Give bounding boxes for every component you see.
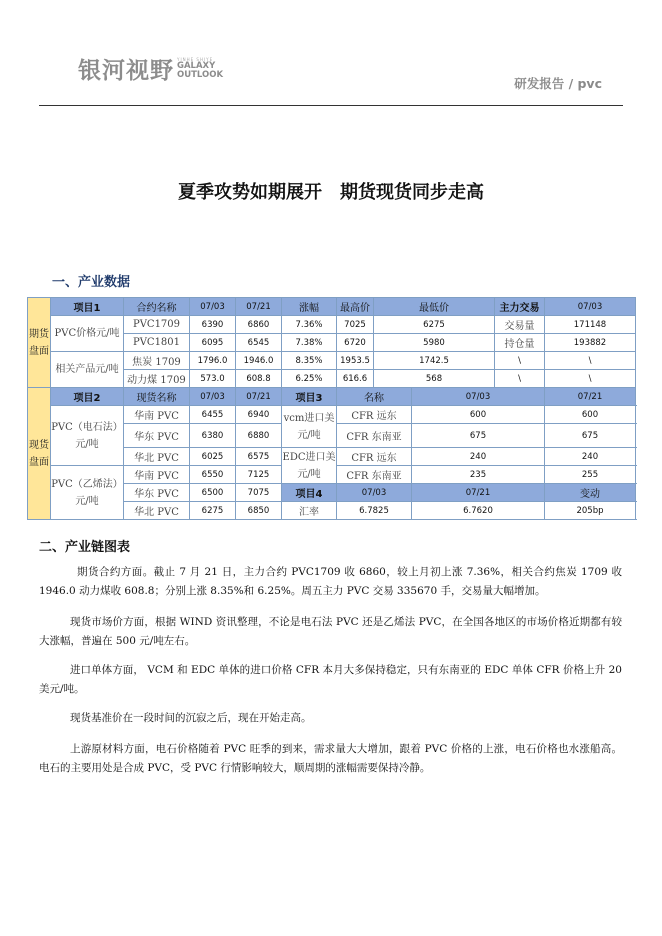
fx-change: 205bp — [545, 502, 636, 520]
spot-name: 华北 PVC — [124, 448, 190, 466]
value-cell: 600 — [412, 406, 545, 424]
value-cell: 6500 — [190, 484, 236, 502]
value-cell: 6025 — [190, 448, 236, 466]
high-cell: 616.6 — [337, 370, 374, 388]
value-cell: 6275 — [190, 502, 236, 520]
col-header: 最低价 — [374, 298, 495, 316]
pvc-ethylene-label: PVC（乙烯法）元/吨 — [51, 466, 124, 520]
col-header: 主力交易 — [495, 298, 545, 316]
monomer-name: CFR 远东 — [337, 448, 412, 466]
value-cell: 7075 — [236, 484, 282, 502]
spot-name: 华南 PVC — [124, 466, 190, 484]
trade-label: 持仓量 — [495, 334, 545, 352]
col-header: 07/21 — [412, 484, 545, 502]
col-header: 07/03 — [190, 298, 236, 316]
monomer-name: CFR 远东 — [337, 406, 412, 424]
section-heading-industry-data: 一、产业数据 — [52, 275, 131, 290]
trade-label: \ — [495, 370, 545, 388]
high-cell: 7025 — [337, 316, 374, 334]
col-header: 最高价 — [337, 298, 374, 316]
col-header: 涨幅 — [282, 298, 337, 316]
value-cell: 6380 — [190, 424, 236, 448]
contract-name: PVC1709 — [124, 316, 190, 334]
value-cell: 608.8 — [236, 370, 282, 388]
value-cell: \ — [545, 352, 636, 370]
trade-label: 交易量 — [495, 316, 545, 334]
value-cell: 193882 — [545, 334, 636, 352]
value-cell: 235 — [412, 466, 545, 484]
change-cell: 7.36% — [282, 316, 337, 334]
low-cell: 6275 — [374, 316, 495, 334]
spot-name: 华南 PVC — [124, 406, 190, 424]
value-cell: 240 — [545, 448, 636, 466]
paragraph-spot-benchmark: 现货基准价在一段时间的沉寂之后，现在开始走高。 — [70, 712, 312, 724]
value-cell: 573.0 — [190, 370, 236, 388]
high-cell: 6720 — [337, 334, 374, 352]
col-header: 名称 — [337, 388, 412, 406]
table-row — [28, 316, 636, 334]
spot-side-label: 现货盘面 — [28, 388, 51, 520]
col-header: 07/03 — [545, 298, 636, 316]
low-cell: 5980 — [374, 334, 495, 352]
col-header: 项目4 — [282, 484, 337, 502]
trade-label: \ — [495, 352, 545, 370]
related-products-label: 相关产品元/吨 — [51, 352, 124, 388]
spot-header-row — [28, 388, 636, 406]
logo-english-text — [177, 57, 223, 80]
spot-name: 华东 PVC — [124, 484, 190, 502]
col-header: 合约名称 — [124, 298, 190, 316]
paragraph-futures: 期货合约方面。截止 7 月 21 日，主力合约 PVC1709 收 6860，较上月初上涨 7.36%，相关合约焦炭 1709 收 1946.0 动力煤收 608.8；分别上涨 8.35%和 6.25%。周五主力 PVC 交易 335670 手，交易量大幅增加。 — [39, 566, 622, 597]
change-cell: 8.35% — [282, 352, 337, 370]
value-cell: 6940 — [236, 406, 282, 424]
futures-side-label: 期货盘面 — [28, 298, 51, 388]
value-cell: 7125 — [236, 466, 282, 484]
change-cell: 7.38% — [282, 334, 337, 352]
fx-label: 汇率 — [282, 502, 337, 520]
col-header: 07/21 — [236, 388, 282, 406]
monomer-name: CFR 东南亚 — [337, 424, 412, 448]
value-cell: 1946.0 — [236, 352, 282, 370]
paragraph-spot-market: 现货市场价方面，根据 WIND 资讯整理，不论是电石法 PVC 还是乙烯法 PVC，在全国各地区的市场价格近期都有较大涨幅，普遍在 500 元/吨左右。 — [39, 616, 622, 647]
edc-import-label: EDC进口美元/吨 — [282, 448, 337, 484]
change-cell: 6.25% — [282, 370, 337, 388]
futures-header-row — [28, 298, 636, 316]
value-cell: 6.7620 — [412, 502, 545, 520]
contract-name: PVC1801 — [124, 334, 190, 352]
value-cell: 6.7825 — [337, 502, 412, 520]
col-header: 项目2 — [51, 388, 124, 406]
value-cell: 6575 — [236, 448, 282, 466]
document-type-label: 研发报告 / pvc — [514, 76, 602, 91]
industry-data-table — [27, 297, 636, 520]
pvc-price-label: PVC价格元/吨 — [51, 316, 124, 352]
table-row — [28, 352, 636, 370]
col-header: 现货名称 — [124, 388, 190, 406]
report-title-part2: 期货现货同步走高 — [340, 182, 484, 203]
paragraph-upstream: 上游原材料方面，电石价格随着 PVC 旺季的到来，需求量大大增加，跟着 PVC 价格的上涨，电石价格也水涨船高。电石的主要用处是合成 PVC，受 PVC 行情影响较大，顺周期的涨幅需要保持冷静。 — [39, 743, 622, 774]
high-cell: 1953.5 — [337, 352, 374, 370]
value-cell: 6455 — [190, 406, 236, 424]
value-cell: 6880 — [236, 424, 282, 448]
value-cell: 675 — [412, 424, 545, 448]
spot-name: 华北 PVC — [124, 502, 190, 520]
value-cell: 6545 — [236, 334, 282, 352]
value-cell: 600 — [545, 406, 636, 424]
section-heading-chain-charts: 二、产业链图表 — [39, 540, 131, 555]
low-cell: 568 — [374, 370, 495, 388]
report-title — [0, 178, 662, 204]
col-header: 项目3 — [282, 388, 337, 406]
table-row — [28, 406, 636, 424]
value-cell: 675 — [545, 424, 636, 448]
report-title-part1: 夏季攻势如期展开 — [178, 182, 322, 203]
value-cell: 6095 — [190, 334, 236, 352]
low-cell: 1742.5 — [374, 352, 495, 370]
value-cell: 6860 — [236, 316, 282, 334]
vcm-import-label: vcm进口美元/吨 — [282, 406, 337, 448]
col-header: 07/03 — [412, 388, 545, 406]
monomer-name: CFR 东南亚 — [337, 466, 412, 484]
contract-name: 动力煤 1709 — [124, 370, 190, 388]
value-cell: 6850 — [236, 502, 282, 520]
spot-name: 华东 PVC — [124, 424, 190, 448]
logo-tiny-text: YINHE SHIYE — [177, 57, 214, 62]
pvc-carbide-label: PVC（电石法）元/吨 — [51, 406, 124, 466]
paragraph-import-monomer: 进口单体方面， VCM 和 EDC 单体的进口价格 CFR 本月大多保持稳定，只有东南亚的 EDC 单体 CFR 价格上升 20 美元/吨。 — [39, 664, 622, 695]
value-cell: 6390 — [190, 316, 236, 334]
galaxy-outlook-logo — [78, 52, 223, 85]
col-header: 07/03 — [337, 484, 412, 502]
col-header: 07/21 — [545, 388, 636, 406]
logo-galaxy-text: GALAXY — [177, 61, 216, 71]
logo-outlook-text: OUTLOOK — [177, 70, 224, 80]
value-cell: \ — [545, 370, 636, 388]
value-cell: 6550 — [190, 466, 236, 484]
value-cell: 1796.0 — [190, 352, 236, 370]
header-divider — [39, 105, 623, 106]
col-header: 07/03 — [190, 388, 236, 406]
col-header: 变动 — [545, 484, 636, 502]
value-cell: 240 — [412, 448, 545, 466]
contract-name: 焦炭 1709 — [124, 352, 190, 370]
value-cell: 255 — [545, 466, 636, 484]
col-header: 项目1 — [51, 298, 124, 316]
value-cell: 171148 — [545, 316, 636, 334]
logo-chinese-text: 银河视野 — [78, 58, 174, 84]
col-header: 07/21 — [236, 298, 282, 316]
